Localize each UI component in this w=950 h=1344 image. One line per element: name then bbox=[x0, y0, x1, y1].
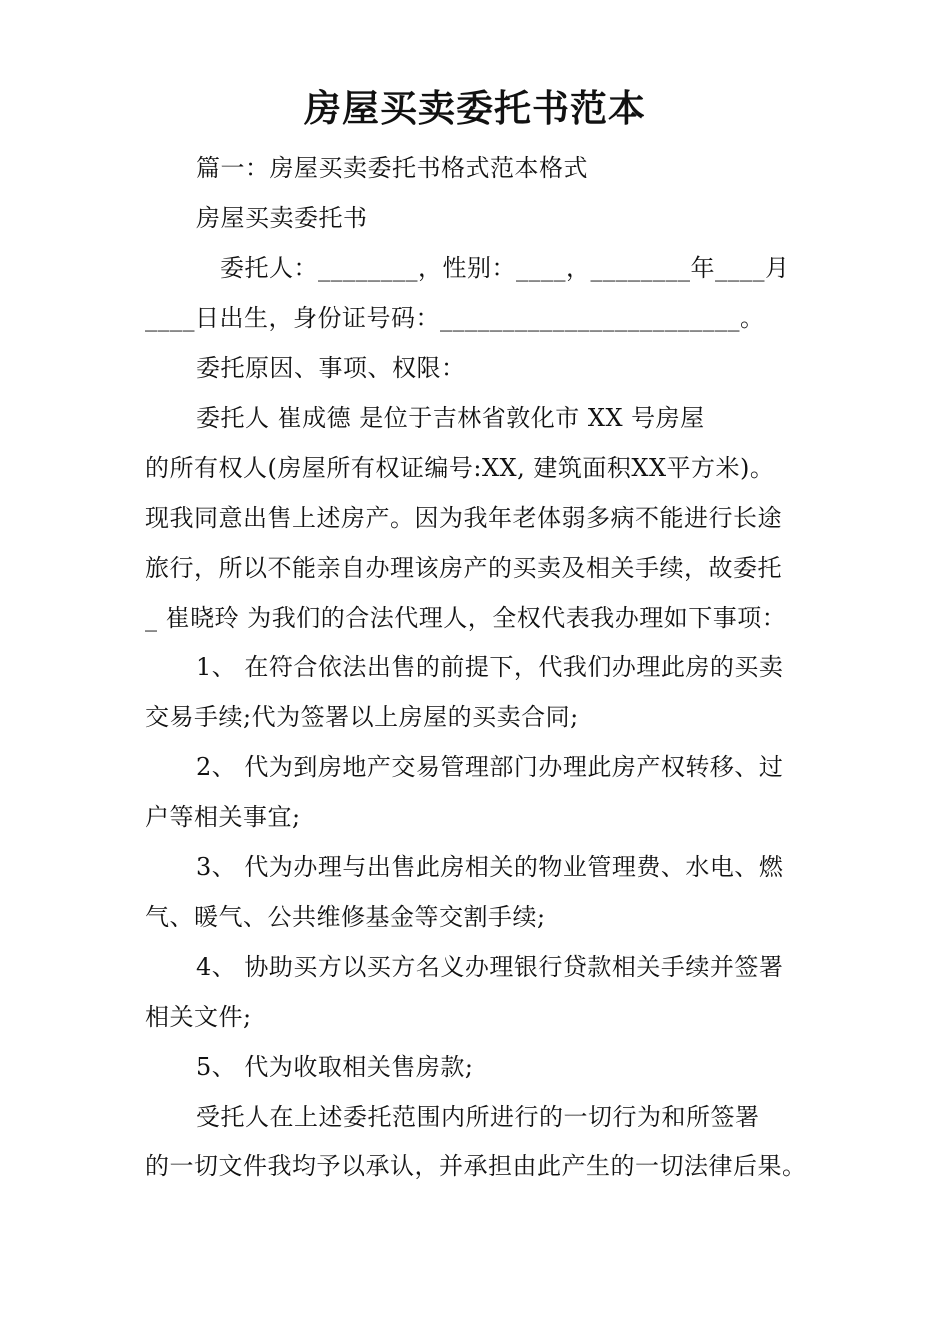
list-item-1-cont: 交易手续;代为签署以上房屋的买卖合同; bbox=[145, 703, 579, 731]
body-paragraph-line: 委托人 崔成德 是位于吉林省敦化市 XX 号房屋 bbox=[196, 404, 705, 432]
body-paragraph-line: 的所有权人(房屋所有权证编号:XX, 建筑面积XX平方米)。 bbox=[145, 454, 775, 482]
principal-info-line: ____日出生，身份证号码：________________________。 bbox=[145, 304, 765, 332]
list-item-5: 5、 代为收取相关售房款; bbox=[196, 1053, 474, 1081]
list-item-2-cont: 户等相关事宜; bbox=[145, 803, 301, 831]
document-subtitle: 房屋买卖委托书 bbox=[196, 204, 368, 232]
principal-info-line: 委托人：________，性别：____，________年____月 bbox=[220, 254, 790, 282]
list-item-3: 3、 代为办理与出售此房相关的物业管理费、水电、燃 bbox=[196, 853, 784, 881]
body-paragraph-line: _ 崔晓玲 为我们的合法代理人，全权代表我办理如下事项： bbox=[145, 604, 787, 632]
body-paragraph-line: 旅行，所以不能亲自办理该房产的买卖及相关手续，故委托 bbox=[145, 554, 782, 582]
list-item-4: 4、 协助买方以买方名义办理银行贷款相关手续并签署 bbox=[196, 953, 784, 981]
list-item-1: 1、 在符合依法出售的前提下，代我们办理此房的买卖 bbox=[196, 653, 784, 681]
closing-paragraph-line: 受托人在上述委托范围内所进行的一切行为和所签署 bbox=[196, 1103, 760, 1131]
section-heading: 篇一：房屋买卖委托书格式范本格式 bbox=[196, 154, 588, 182]
list-item-2: 2、 代为到房地产交易管理部门办理此房产权转移、过 bbox=[196, 753, 784, 781]
document-title: 房屋买卖委托书范本 bbox=[304, 86, 646, 130]
closing-paragraph-line: 的一切文件我均予以承认，并承担由此产生的一切法律后果。 bbox=[145, 1152, 807, 1180]
list-item-3-cont: 气、暖气、公共维修基金等交割手续; bbox=[145, 903, 546, 931]
authority-heading: 委托原因、事项、权限： bbox=[196, 354, 466, 382]
body-paragraph-line: 现我同意出售上述房产。因为我年老体弱多病不能进行长途 bbox=[145, 504, 782, 532]
list-item-4-cont: 相关文件; bbox=[145, 1003, 252, 1031]
